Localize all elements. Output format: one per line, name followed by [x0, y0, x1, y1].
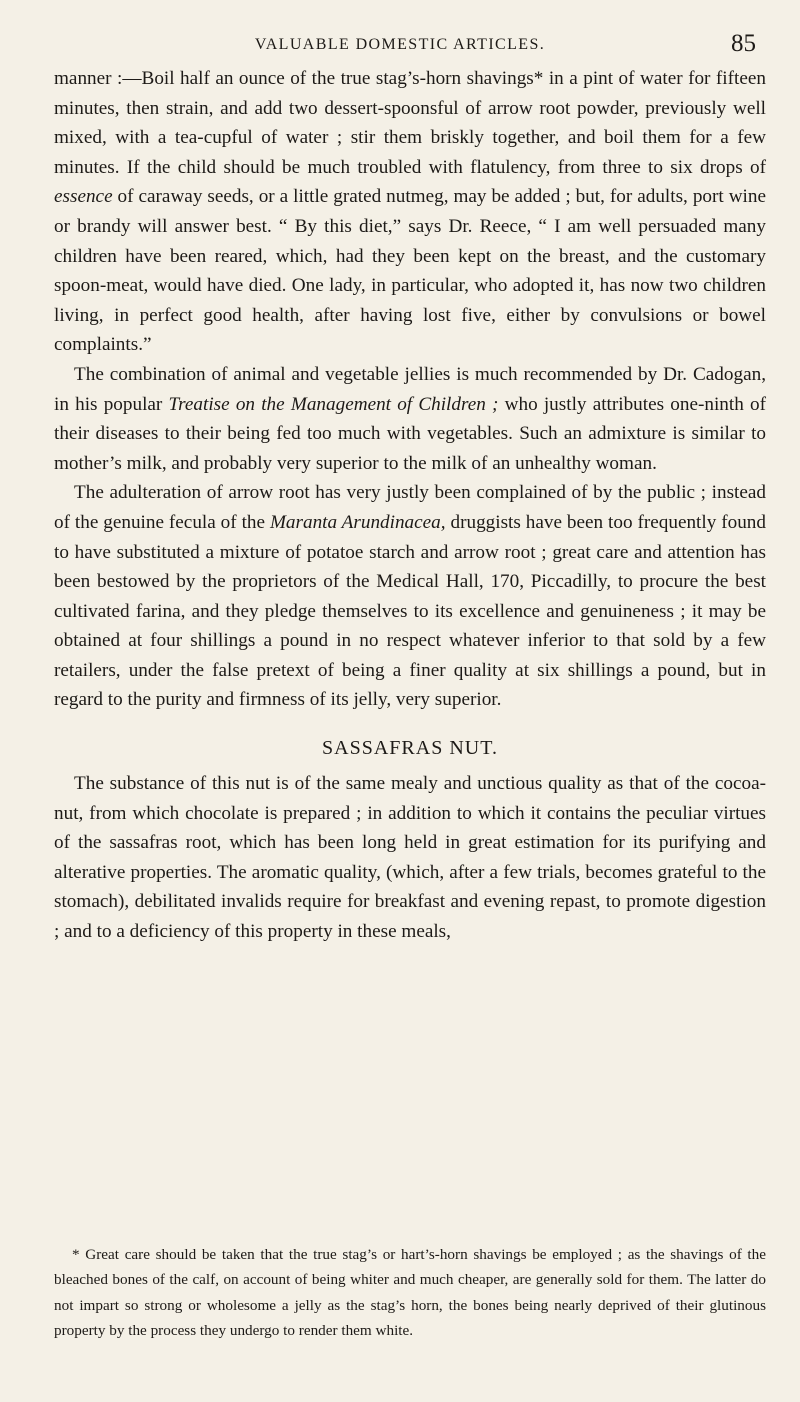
italic-book-title: Treatise on the Management of Children ;: [168, 393, 499, 415]
italic-term: essence: [54, 186, 113, 208]
section-heading: SASSAFRAS NUT.: [322, 737, 498, 760]
paragraph-text: The adulteration of arrow root has very justly been complained of by the public ; instead of the genuine fecula of the: [54, 482, 766, 533]
paragraph-sassafras: The substance of this nut is of the same mealy and unctious quality as that of the cocoa-nut, from which chocolate is prepared ; in addition to which it contains the peculiar virtues of the sassafras root, which has been long held in great estimation for its purifying and alterative properties. The aromatic quality, (which, after a few trials, becomes grateful to the stomach), debilitated invalids require for breakfast and evening repast, to promote digestion ; and to a deficiency of this property in these meals,: [54, 773, 766, 943]
paragraph-text: druggists have been too frequently found to have substituted a mixture of potatoe starch and arrow root ; great care and attention has been bestowed by the proprietors of the Medical Hall, 170, Piccadilly, to procure the best cultivated farina, and they pledge themselves to its excellence and genuineness ; it may be obtained at four shillings a pound in no respect whatever inferior to that sold by a few retailers, under the false pretext of being a finer quality at six shillings a pound, but in regard to the purity and firmness of its jelly, very superior.: [54, 511, 766, 711]
paragraph-text: The combination of animal and vegetable jellies is much recommended by Dr. Cadogan, in his popular: [54, 363, 766, 415]
paragraph-text: of caraway seeds, or a little grated nutmeg, may be added ; but, for adults, port wine or brandy will answer best. “ By this diet,” says Dr. Reece, “ I am well persuaded many children have been reared, which, had they been kept on the breast, and the customary spoon-meat, would have died. One lady, in particular, who adopted it, has now two children living, in perfect good health, after having lost five, either by convulsions or bowel complaints.”: [54, 186, 766, 356]
paragraph-jellies: [54, 360, 766, 478]
paragraph-adulteration: [54, 478, 766, 715]
footnote: * Great care should be taken that the true stag’s or hart’s-horn shavings be employed ; as the shavings of the bleached bones of the calf, on account of being whiter and much cheaper, are generally sold for them. The latter do not impart so strong or wholesome a jelly as the stag’s horn, the bones being nearly deprived of their glutinous property by the process they undergo to render them white.: [54, 1246, 766, 1340]
paragraph-text: who justly attributes one-ninth of their diseases to their being fed too much with vegetables. Such an admixture is similar to mother’s milk, and probably very superior to the milk of an unhealthy woman.: [54, 393, 766, 474]
paragraph-text: manner :—Boil half an ounce of the true stag’s-horn shavings* in a pint of water for fifteen minutes, then strain, and add two dessert-spoonsful of arrow root powder, previously well mixed, with a tea-cupful of water ; stir them briskly together, and boil them for a few minutes. If the child should be much troubled with flatulency, from three to six drops of: [54, 68, 766, 178]
running-head: [0, 32, 800, 62]
paragraph-arrow-root-recipe: [54, 64, 766, 360]
body-text: [54, 64, 766, 947]
running-title: VALUABLE DOMESTIC ARTICLES.: [254, 36, 546, 53]
page-number: 85: [731, 30, 756, 57]
italic-species-name: Maranta Arundinacea,: [269, 511, 446, 533]
footnotes: [54, 1242, 766, 1344]
